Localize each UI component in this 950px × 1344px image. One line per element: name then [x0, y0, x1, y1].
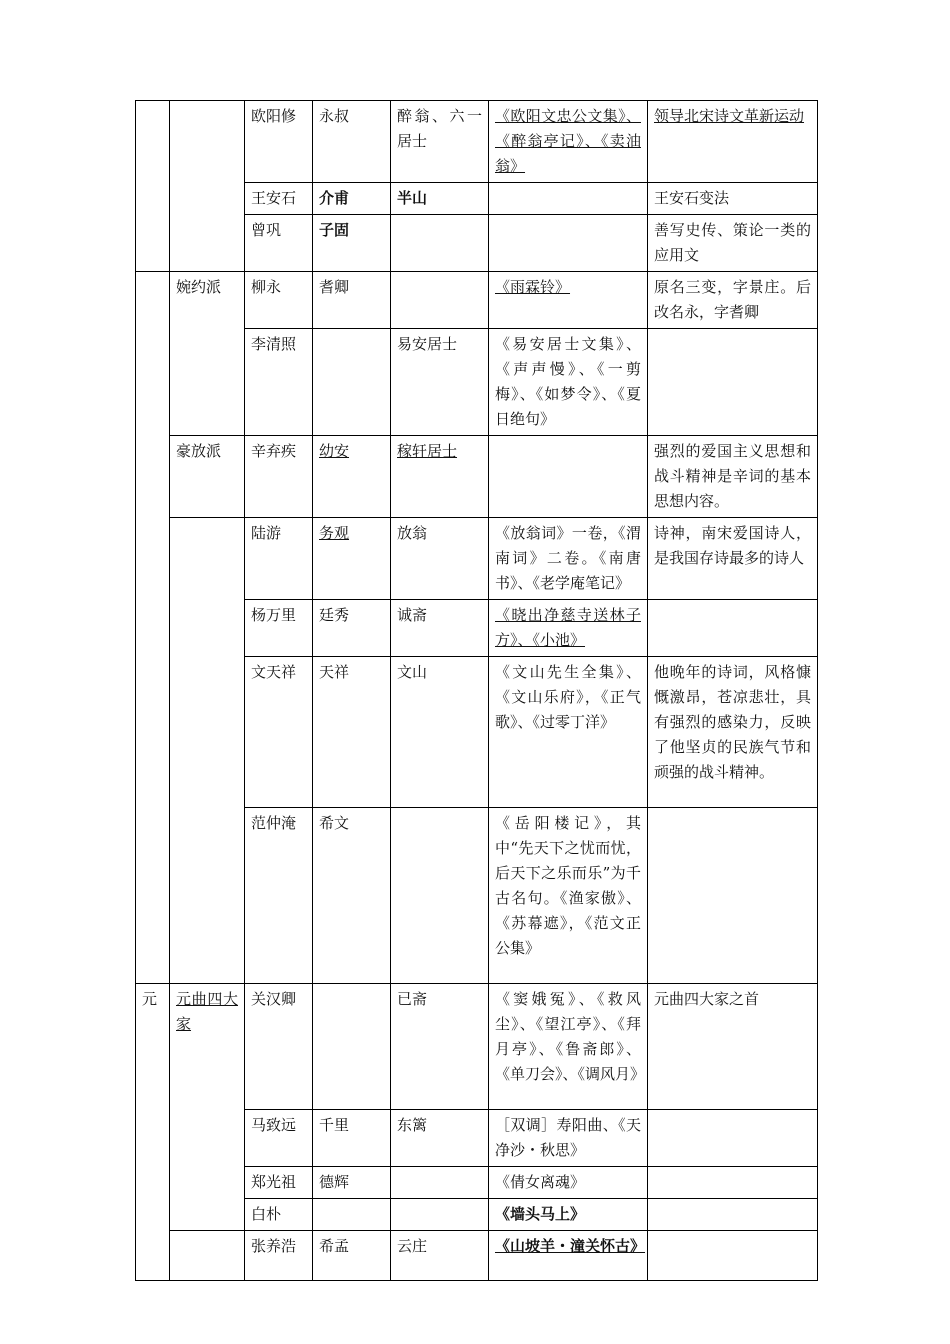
works-cell — [489, 436, 648, 518]
art-name-cell: 醉翁、六一居士 — [391, 101, 489, 183]
school-cell — [170, 518, 245, 984]
dynasty-cell: 元 — [136, 984, 170, 1281]
author-cell: 杨万里 — [245, 600, 313, 657]
school-cell: 婉约派 — [170, 272, 245, 436]
works-cell: 《易安居士文集》、《声声慢》、《一剪梅》、《如梦令》、《夏日绝句》 — [489, 329, 648, 436]
author-cell: 辛弃疾 — [245, 436, 313, 518]
author-cell: 郑光祖 — [245, 1167, 313, 1199]
courtesy-name-cell: 千里 — [313, 1110, 391, 1167]
works-cell: 《雨霖铃》 — [489, 272, 648, 329]
author-cell: 文天祥 — [245, 657, 313, 808]
art-name-cell — [391, 808, 489, 984]
works-cell: 《晓出净慈寺送林子方》、《小池》 — [489, 600, 648, 657]
art-name-cell: 文山 — [391, 657, 489, 808]
courtesy-name-cell: 德辉 — [313, 1167, 391, 1199]
notes-cell — [648, 1167, 818, 1199]
author-cell: 马致远 — [245, 1110, 313, 1167]
courtesy-name-cell: 子固 — [313, 215, 391, 272]
courtesy-name-cell: 永叔 — [313, 101, 391, 183]
art-name-cell — [391, 215, 489, 272]
works-cell: 《窦娥冤》、《救风尘》、《望江亭》、《拜月亭》、《鲁斋郎》、《单刀会》、《调风月》 — [489, 984, 648, 1110]
works-cell — [489, 183, 648, 215]
courtesy-name-cell: 希文 — [313, 808, 391, 984]
works-cell: 《文山先生全集》、《文山乐府》，《正气歌》、《过零丁洋》 — [489, 657, 648, 808]
courtesy-name-cell — [313, 329, 391, 436]
works-cell: 《墙头马上》 — [489, 1199, 648, 1231]
notes-cell — [648, 808, 818, 984]
works-cell: 《山坡羊・潼关怀古》 — [489, 1231, 648, 1281]
works-cell: 《欧阳文忠公文集》、《醉翁亭记》、《卖油翁》 — [489, 101, 648, 183]
notes-cell — [648, 1231, 818, 1281]
works-cell: 《放翁词》一卷，《渭南词》二卷。《南唐书》、《老学庵笔记》 — [489, 518, 648, 600]
author-cell: 范仲淹 — [245, 808, 313, 984]
notes-cell: 领导北宋诗文革新运动 — [648, 101, 818, 183]
author-cell: 曾巩 — [245, 215, 313, 272]
notes-cell: 善写史传、策论一类的应用文 — [648, 215, 818, 272]
notes-cell — [648, 1199, 818, 1231]
author-cell: 欧阳修 — [245, 101, 313, 183]
notes-cell: 王安石变法 — [648, 183, 818, 215]
dynasty-cell — [136, 101, 170, 272]
notes-cell — [648, 1110, 818, 1167]
notes-cell — [648, 329, 818, 436]
table-row — [136, 101, 818, 183]
courtesy-name-cell: 务观 — [313, 518, 391, 600]
notes-cell — [648, 600, 818, 657]
courtesy-name-cell: 天祥 — [313, 657, 391, 808]
art-name-cell: 稼轩居士 — [391, 436, 489, 518]
art-name-cell: 已斋 — [391, 984, 489, 1110]
art-name-cell: 诚斋 — [391, 600, 489, 657]
author-cell: 李清照 — [245, 329, 313, 436]
table-row — [136, 436, 818, 518]
school-cell: 元曲四大家 — [170, 984, 245, 1231]
school-cell — [170, 1231, 245, 1281]
works-cell — [489, 215, 648, 272]
notes-cell: 元曲四大家之首 — [648, 984, 818, 1110]
author-cell: 陆游 — [245, 518, 313, 600]
notes-cell: 他晚年的诗词，风格慷慨激昂，苍凉悲壮，具有强烈的感染力，反映了他坚贞的民族气节和顽强的战斗精神。 — [648, 657, 818, 808]
author-cell: 柳永 — [245, 272, 313, 329]
author-cell: 白朴 — [245, 1199, 313, 1231]
works-cell: 《岳阳楼记》，其中“先天下之忧而忧，后天下之乐而乐”为千古名句。《渔家傲》、《苏幕遮》，《范文正公集》 — [489, 808, 648, 984]
dynasty-cell — [136, 272, 170, 984]
art-name-cell — [391, 1167, 489, 1199]
author-cell: 王安石 — [245, 183, 313, 215]
art-name-cell: 云庄 — [391, 1231, 489, 1281]
art-name-cell: 半山 — [391, 183, 489, 215]
art-name-cell — [391, 1199, 489, 1231]
notes-cell: 强烈的爱国主义思想和战斗精神是辛词的基本思想内容。 — [648, 436, 818, 518]
art-name-cell: 放翁 — [391, 518, 489, 600]
courtesy-name-cell — [313, 1199, 391, 1231]
table-row — [136, 1231, 818, 1281]
works-cell: ［双调］寿阳曲、《天净沙・秋思》 — [489, 1110, 648, 1167]
courtesy-name-cell: 希孟 — [313, 1231, 391, 1281]
courtesy-name-cell — [313, 984, 391, 1110]
art-name-cell: 易安居士 — [391, 329, 489, 436]
notes-cell: 原名三变，字景庄。后改名永，字耆卿 — [648, 272, 818, 329]
author-cell: 张养浩 — [245, 1231, 313, 1281]
courtesy-name-cell: 廷秀 — [313, 600, 391, 657]
art-name-cell — [391, 272, 489, 329]
table-row — [136, 272, 818, 329]
literature-table — [135, 100, 818, 1281]
courtesy-name-cell: 耆卿 — [313, 272, 391, 329]
author-cell: 关汉卿 — [245, 984, 313, 1110]
works-cell: 《倩女离魂》 — [489, 1167, 648, 1199]
school-cell: 豪放派 — [170, 436, 245, 518]
courtesy-name-cell: 介甫 — [313, 183, 391, 215]
art-name-cell: 东篱 — [391, 1110, 489, 1167]
school-cell — [170, 101, 245, 272]
table-row — [136, 984, 818, 1110]
courtesy-name-cell: 幼安 — [313, 436, 391, 518]
notes-cell: 诗神，南宋爱国诗人，是我国存诗最多的诗人 — [648, 518, 818, 600]
table-row — [136, 518, 818, 600]
